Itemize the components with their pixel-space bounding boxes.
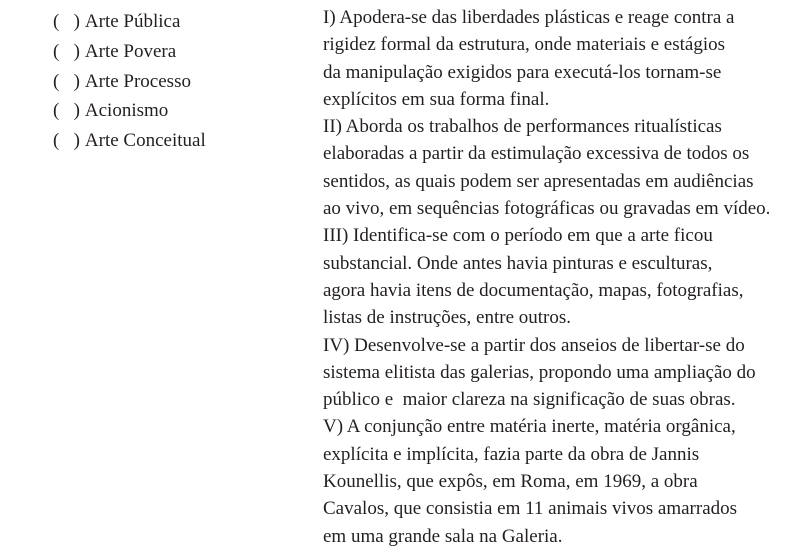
statement-IV [323,332,770,414]
option-row-arte-povera [53,37,206,67]
statement-line: ao vivo, em sequências fotográficas ou gravadas em vídeo. [323,198,771,220]
statement-line: agora havia itens de documentação, mapas, fotografias, [323,279,744,301]
statement-line: elaboradas a partir da estimulação excessiva de todos os [323,143,750,165]
statement-line: explícita e implícita, fazia parte da obra de Jannis [323,443,700,465]
statement-line: rigidez formal da estrutura, onde materiais e estágios [323,34,726,56]
statement-V [323,413,770,549]
statement-III [323,222,770,331]
statement-line: II) Aborda os trabalhos de performances ritualísticas [323,116,722,138]
option-row-arte-processo [53,67,206,97]
option-row-arte-conceitual [53,126,206,156]
statement-line: sistema elitista das galerias, propondo uma ampliação do [323,361,756,383]
statement-I [323,4,770,113]
answer-blank: ( ) [53,130,80,152]
statement-line: Cavalos, que consistia em 11 animais vivos amarrados [323,498,738,520]
statement-line: IV) Desenvolve-se a partir dos anseios de libertar-se do [323,334,745,356]
options-column [53,7,206,156]
answer-blank: ( ) [53,70,80,92]
answer-blank: ( ) [53,40,80,62]
option-label: Arte Conceitual [84,130,206,152]
statement-line: listas de instruções, entre outros. [323,307,572,329]
option-row-acionismo [53,96,206,126]
option-label: Arte Povera [84,40,177,62]
answer-blank: ( ) [53,100,80,122]
statement-line: da manipulação exigidos para executá-los tornam-se [323,61,722,83]
option-label: Arte Processo [84,70,191,92]
statements-column [323,4,770,550]
option-label: Arte Pública [84,11,181,32]
statement-line: III) Identifica-se com o período em que a arte ficou [323,225,713,247]
statement-line: em uma grande sala na Galeria. [323,525,563,547]
statement-line: explícitos em sua forma final. [323,88,550,110]
option-row-arte-publica [53,7,206,37]
statement-line: V) A conjunção entre matéria inerte, matéria orgânica, [323,416,736,438]
statement-line: I) Apodera-se das liberdades plásticas e reage contra a [323,7,735,28]
statement-line: público e maior clareza na significação de suas obras. [323,389,736,411]
statement-line: sentidos, as quais podem ser apresentadas em audiências [323,170,754,192]
answer-blank: ( ) [53,11,80,32]
option-label: Acionismo [84,100,169,122]
statement-line: substancial. Onde antes havia pinturas e esculturas, [323,252,713,274]
statement-line: Kounellis, que expôs, em Roma, em 1969, a obra [323,471,698,493]
statement-II [323,113,770,222]
